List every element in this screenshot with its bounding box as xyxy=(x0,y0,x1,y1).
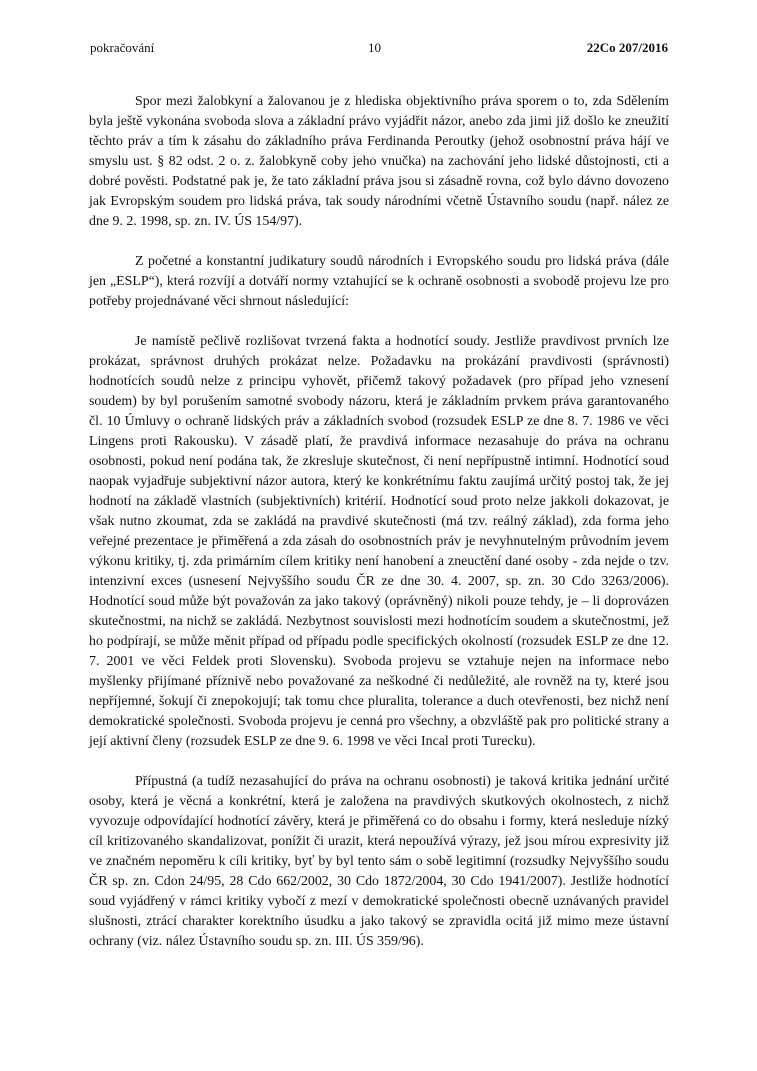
continuation-label: pokračování xyxy=(90,40,155,55)
case-number: 22Co 207/2016 xyxy=(586,40,668,55)
document-body xyxy=(89,92,669,972)
paragraph-3: Je namístě pečlivě rozlišovat tvrzená fakta a hodnotící soudy. Jestliže pravdivost prvních lze prokázat, správnost druhých prokázat nelze. Požadavku na prokázání pravdivosti (správnosti) hodnotících soudů nelze z principu vyhovět, přičemž takový požadavek (pro případ jeho vznesení soudem) by byl porušením samotné svobody názoru, která je základním prvkem práva garantovaného čl. 10 Úmluvy o ochraně lidských práv a základních svobod (rozsudek ESLP ze dne 8. 7. 1986 ve věci Lingens proti Rakousku). V zásadě platí, že pravdivá informace nezasahuje do práva na ochranu osobnosti, pokud není podána tak, že zkresluje skutečnost, či není nepřípustně intimní. Hodnotící soud naopak vyjadřuje subjektivní názor autora, který ke konkrétnímu faktu zaujímá určitý postoj tak, že jej hodnotí na základě vlastních (subjektivních) kritérií. Hodnotící soud proto nelze jakkoli dokazovat, je však nutno zkoumat, zda se zakládá na pravdivé skutečnosti (má tzv. reálný základ), zda forma jeho veřejné prezentace je přiměřená a zda zásah do osobnostních práv je nevyhnutelným průvodním jevem výkonu kritiky, tj. zda primárním cílem kritiky není hanobení a zneuctění dané osoby - zda nejde o tzv. intenzivní exces (usnesení Nejvyššího soudu ČR ze dne 30. 4. 2007, sp. zn. 30 Cdo 3263/2006). Hodnotící soud může být považován za jako takový (oprávněný) nikoli pouze tehdy, je – li doprovázen skutečnostmi, na nichž se zakládá. Nezbytnost souvislosti mezi hodnotícím soudem a skutečnostmi, jež ho podpírají, se může měnit případ od případu podle specifických okolností (rozsudek ESLP ze dne 12. 7. 2001 ve věci Feldek proti Slovensku). Svoboda projevu se vztahuje nejen na informace nebo myšlenky přijímané příznivě nebo považované za neškodné či nedůležité, ale rovněž na ty, které jsou nepříjemné, šokují či znepokojují; tak tomu chce pluralita, tolerance a duch otevřenosti, bez nichž není demokratické společnosti. Svoboda projevu je cenná pro všechny, a obzvláště pak pro politické strany a její aktivní členy (rozsudek ESLP ze dne 9. 6. 1998 ve věci Incal proti Turecku). xyxy=(89,334,669,749)
page-header xyxy=(90,40,668,60)
paragraph-1: Spor mezi žalobkyní a žalovanou je z hlediska objektivního práva sporem o to, zda Sdělením byla ještě vykonána svoboda slova a základní právo vyjádřit názor, anebo zda jimi již došlo ke zneužití těchto práv a tím k zásahu do základního práva Ferdinanda Peroutky (jehož osobnostní práva hájí ve smyslu ust. § 82 odst. 2 o. z. žalobkyně coby jeho vnučka) na zachování jeho lidské důstojnosti, cti a dobré pověsti. Podstatné pak je, že tato základní práva jsou si zásadně rovna, což bylo dávno dovozeno jak Evropským soudem pro lidská práva, tak soudy národními včetně Ústavního soudu (např. nález ze dne 9. 2. 1998, sp. zn. IV. ÚS 154/97). xyxy=(89,94,669,229)
paragraph-4: Přípustná (a tudíž nezasahující do práva na ochranu osobnosti) je taková kritika jednání určité osoby, která je věcná a konkrétní, která je založena na pravdivých skutkových okolnostech, z nichž vyvozuje odpovídající hodnotící závěry, která je přiměřená co do obsahu i formy, která nesleduje nízký cíl kritizovaného skandalizovat, ponížit či urazit, která nepoužívá výrazy, jež jsou mírou expresivity již ve značném nepoměru k cíli kritiky, byť by byl tento sám o sobě legitimní (rozsudky Nejvyššího soudu ČR sp. zn. Cdon 24/95, 28 Cdo 662/2002, 30 Cdo 1872/2004, 30 Cdo 1941/2007). Jestliže hodnotící soud vyjádřený v rámci kritiky vybočí z mezí v demokratické společnosti obecně uznávaných pravidel slušnosti, ztrácí charakter korektního úsudku a jako takový se zpravidla ocitá již mimo meze ústavní ochrany (viz. nález Ústavního soudu sp. zn. III. ÚS 359/96). xyxy=(89,774,669,949)
paragraph-2: Z početné a konstantní judikatury soudů národních i Evropského soudu pro lidská práva (dále jen „ESLP“), která rozvíjí a dotváří normy vztahující se k ochraně osobnosti a svobodě projevu lze pro potřeby projednávané věci shrnout následující: xyxy=(89,254,669,309)
page-number: 10 xyxy=(368,40,381,55)
